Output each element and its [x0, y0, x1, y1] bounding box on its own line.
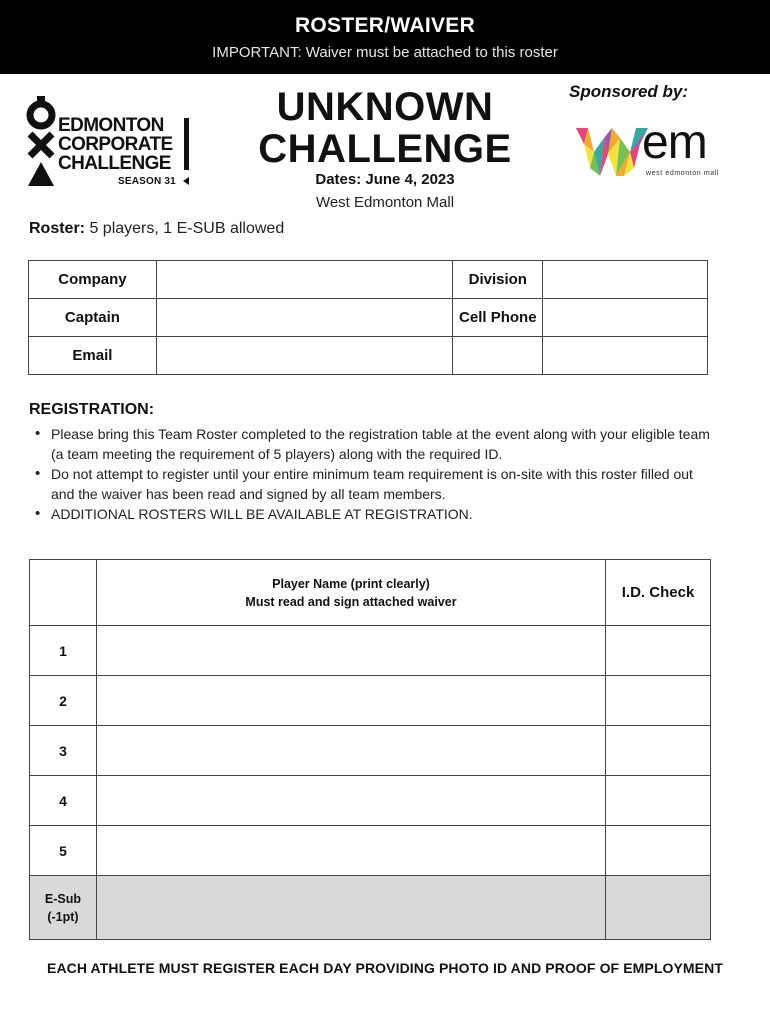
table-row [30, 776, 711, 826]
division-field[interactable] [543, 261, 707, 298]
esub-row [30, 876, 711, 940]
esub-name-cell[interactable] [96, 876, 605, 940]
table-row [29, 337, 708, 375]
event-venue: West Edmonton Mall [315, 194, 455, 211]
division-label: Division [453, 261, 543, 299]
roster-requirement [29, 220, 284, 238]
player-name-field-4[interactable] [97, 776, 605, 825]
esub-id-field[interactable] [606, 876, 710, 939]
captain-cell[interactable] [156, 299, 452, 337]
ecc-arrow-icon [182, 177, 190, 185]
email-field[interactable] [157, 337, 452, 374]
cell-phone-field[interactable] [543, 299, 707, 336]
id-check-field-3[interactable] [606, 726, 710, 775]
esub-id-cell[interactable] [606, 876, 711, 940]
ecc-logo [24, 96, 194, 188]
list-item: • ADDITIONAL ROSTERS WILL BE AVAILABLE AT REGISTRATION. [33, 504, 713, 524]
division-cell[interactable] [543, 261, 708, 299]
table-row [29, 261, 708, 299]
player-name-cell[interactable] [96, 776, 605, 826]
id-check-field-2[interactable] [606, 676, 710, 725]
cell-phone-label: Cell Phone [453, 299, 543, 337]
company-field[interactable] [157, 261, 452, 298]
id-check-field-5[interactable] [606, 826, 710, 875]
id-check-cell[interactable] [606, 826, 711, 876]
esub-label: E-Sub (-1pt) [30, 876, 97, 940]
registration-heading: REGISTRATION: [29, 401, 155, 418]
id-check-cell[interactable] [606, 726, 711, 776]
event-dates: Dates: June 4, 2023 [315, 171, 455, 188]
header-id-check: I.D. Check [606, 560, 711, 626]
row-number: 3 [30, 726, 97, 776]
email-extra-cell-1[interactable] [453, 337, 543, 375]
registration-list [33, 424, 713, 524]
ecc-season: SEASON 31 [118, 176, 190, 187]
team-info-table [28, 260, 708, 375]
row-number: 4 [30, 776, 97, 826]
header-number-cell [30, 560, 97, 626]
player-name-cell[interactable] [96, 676, 605, 726]
header-player-name: Player Name (print clearly) Must read and sign attached waiver [96, 560, 605, 626]
wem-w-icon [574, 124, 650, 180]
footer-notice: EACH ATHLETE MUST REGISTER EACH DAY PROVIDING PHOTO ID AND PROOF OF EMPLOYMENT [47, 960, 723, 976]
list-item: • Please bring this Team Roster completed to the registration table at the event along with your eligible team (a team meeting the requirement of 5 players) along with the required ID. [33, 424, 713, 464]
wem-logo-text: em [642, 116, 707, 169]
roster-label: Roster: [29, 220, 86, 237]
wem-logo-subtext: west edmonton mall [646, 170, 720, 177]
player-name-cell[interactable] [96, 626, 605, 676]
player-name-field-5[interactable] [97, 826, 605, 875]
player-name-cell[interactable] [96, 826, 605, 876]
table-header-row [30, 560, 711, 626]
id-check-cell[interactable] [606, 676, 711, 726]
email-label: Email [29, 337, 157, 375]
id-check-cell[interactable] [606, 776, 711, 826]
id-check-cell[interactable] [606, 626, 711, 676]
player-name-field-3[interactable] [97, 726, 605, 775]
ecc-logo-text: EDMONTON CORPORATE CHALLENGE [58, 115, 173, 174]
table-row [29, 299, 708, 337]
player-roster-table [29, 559, 711, 940]
player-name-field-2[interactable] [97, 676, 605, 725]
captain-label: Captain [29, 299, 157, 337]
list-item: • Do not attempt to register until your entire minimum team requirement is on-site with this roster filled out and the waiver has been read and signed by all team members. [33, 464, 713, 504]
row-number: 5 [30, 826, 97, 876]
ecc-logo-icon [24, 96, 58, 188]
cell-phone-cell[interactable] [543, 299, 708, 337]
company-cell[interactable] [156, 261, 452, 299]
player-name-cell[interactable] [96, 726, 605, 776]
header-banner [0, 0, 770, 74]
table-row [30, 726, 711, 776]
id-check-field-1[interactable] [606, 626, 710, 675]
event-title: UNKNOWN CHALLENGE [258, 85, 512, 171]
ecc-logo-bar [184, 118, 189, 170]
email-extra-field-1[interactable] [453, 337, 542, 374]
roster-value: 5 players, 1 E-SUB allowed [85, 220, 285, 237]
row-number: 1 [30, 626, 97, 676]
captain-field[interactable] [157, 299, 452, 336]
company-label: Company [29, 261, 157, 299]
id-check-field-4[interactable] [606, 776, 710, 825]
table-row [30, 826, 711, 876]
esub-name-field[interactable] [97, 876, 605, 939]
row-number: 2 [30, 676, 97, 726]
table-row [30, 626, 711, 676]
player-name-field-1[interactable] [97, 626, 605, 675]
email-cell[interactable] [156, 337, 452, 375]
sponsored-by-label: Sponsored by: [569, 82, 689, 101]
banner-subtitle: IMPORTANT: Waiver must be attached to this roster [212, 44, 558, 61]
table-row [30, 676, 711, 726]
email-extra-field-2[interactable] [543, 337, 707, 374]
email-extra-cell-2[interactable] [543, 337, 708, 375]
banner-title: ROSTER/WAIVER [294, 14, 476, 37]
wem-logo [574, 116, 742, 180]
